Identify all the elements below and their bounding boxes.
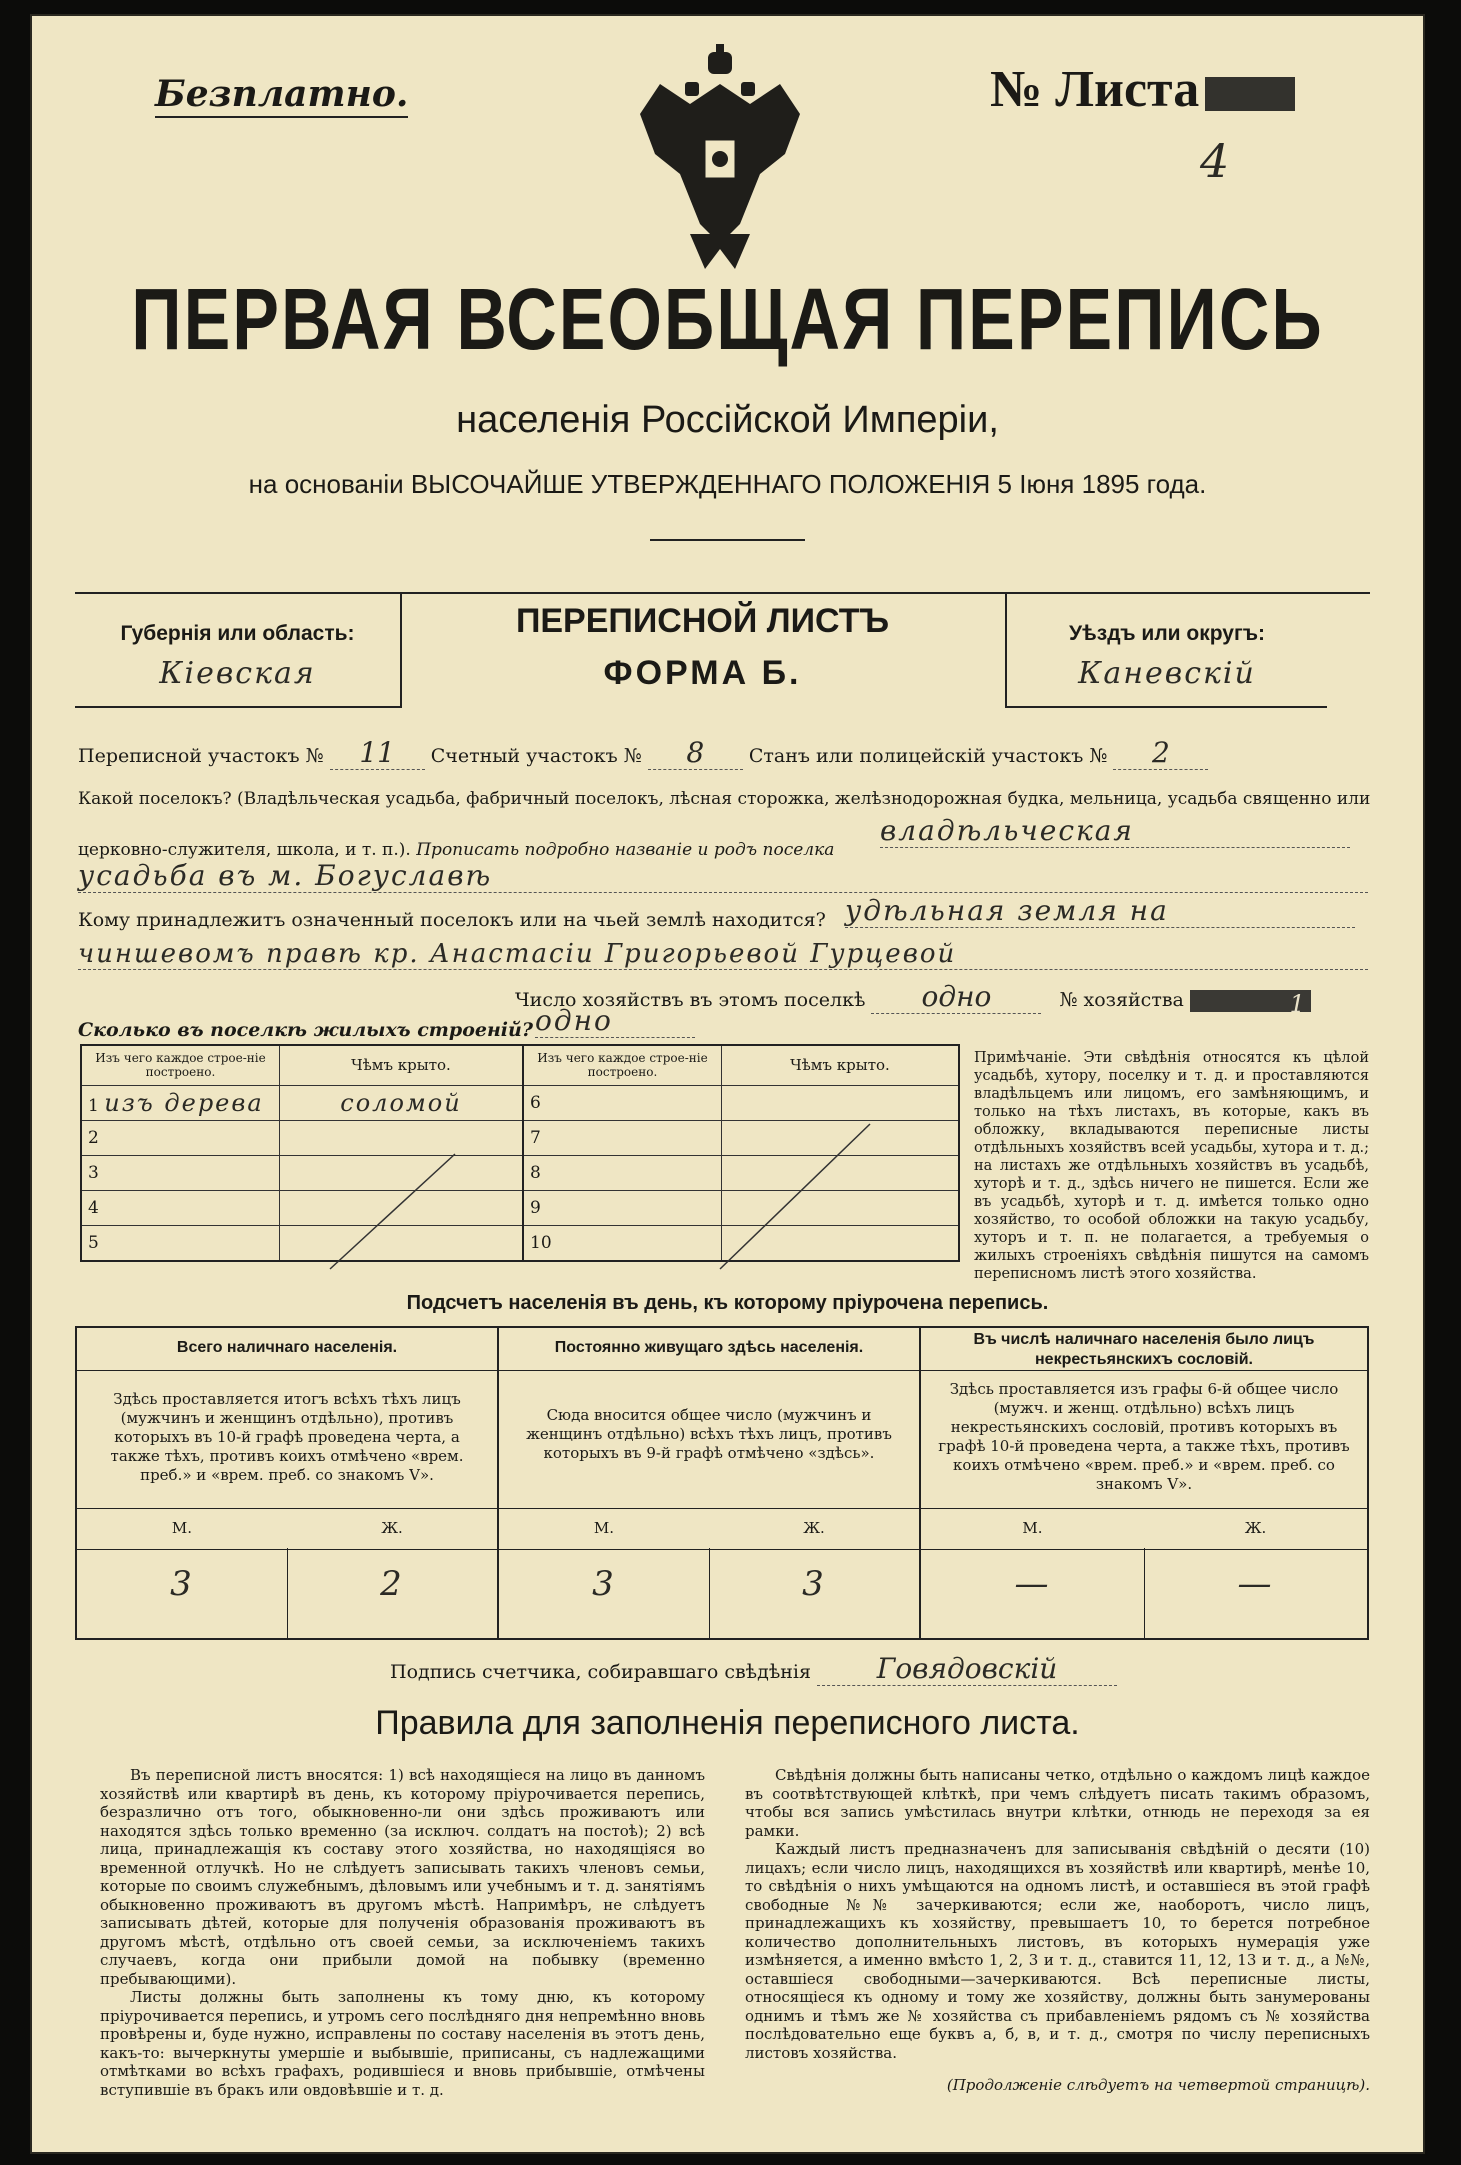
- poselok-question-2: [78, 840, 834, 860]
- uezd-box: [1005, 594, 1327, 708]
- owner-answer-2: чиншевомъ правѣ кр. Анастасіи Григорьевой Гурцевой: [78, 939, 1368, 970]
- rules-title: Правила для заполненія переписного листа.: [375, 1704, 1080, 1742]
- owner-answer-1: удѣльная земля на: [845, 894, 1355, 928]
- guberniya-box: [75, 594, 402, 708]
- rules-right-p1: Свѣдѣнія должны быть написаны четко, отдѣльно о каждомъ лицѣ каждое въ соотвѣтствующей клѣткѣ, при чемъ слѣдуетъ писать такимъ образомъ, чтобы вся запись умѣстилась внутри клѣтки, отнюдь не переходя за ея рамки.: [745, 1766, 1370, 1840]
- continuation-note: (Продолженіе слѣдуетъ на четвертой страницѣ).: [946, 2076, 1370, 2094]
- nonpeasant-desc: Здѣсь проставляется изъ графы 6-й общее число (мужч. и женщ. отдѣльно) всѣхъ лицъ некрестьянскихъ сословій, противъ которыхъ въ графѣ 10-й проведена черта, а также тѣхъ, противъ коихъ отмѣчено «врем. преб.» и «врем. преб. со знакомъ V».: [938, 1380, 1350, 1493]
- signature-value: Говядовскій: [817, 1652, 1117, 1686]
- sheet-handwritten-number: 4: [1200, 134, 1232, 188]
- table-row: 4 9: [81, 1190, 959, 1225]
- schet-label: Счетный участокъ №: [430, 745, 642, 767]
- strike-lines: [80, 1044, 960, 1284]
- household-label: № хозяйства: [1059, 989, 1184, 1011]
- divider: [650, 539, 805, 541]
- stan-label: Станъ или полицейскій участокъ №: [748, 745, 1108, 767]
- population-col-permanent: Постоянно живущаго здѣсь населенія. Сюда вносится общее число (мужчинъ и женщинъ отдѣльно) всѣхъ тѣхъ лицъ, противъ которыхъ въ 9-й графѣ отмѣчено «здѣсь». М. Ж. 3 3: [499, 1328, 921, 1638]
- household-value: 1: [1190, 990, 1311, 1012]
- table-row: 3 8: [81, 1155, 959, 1190]
- form-type: ФОРМА Б.: [603, 654, 802, 692]
- page-title: ПЕРВАЯ ВСЕОБЩАЯ ПЕРЕПИСЬ: [131, 270, 1324, 368]
- row1-roof: соломой: [280, 1085, 524, 1120]
- population-col-nonpeasant: Въ числѣ наличнаго населенія было лицъ некрестьянскихъ сословій. Здѣсь проставляется изъ графы 6-й общее число (мужч. и женщ. отдѣльно) всѣхъ лицъ некрестьянскихъ сословій, противъ которыхъ въ графѣ 10-й проведена черта, а также тѣхъ, противъ коихъ отмѣчено «врем. преб.» и «врем. преб. со знакомъ V». М. Ж. — —: [921, 1328, 1367, 1638]
- rules-right-p2: Каждый листъ предназначенъ для записыванія свѣдѣній о десяти (10) лицахъ; если число лицъ, находящихся въ хозяйствѣ или квартирѣ, менѣе 10, то свѣдѣнія о нихъ умѣщаются на одномъ листѣ, и оставшіеся въ этой графѣ свободные №№ зачеркиваются; если же, наоборотъ, число лицъ, принадлежащихъ къ хозяйству, превышаетъ 10, то берется потребное количество дополнительныхъ листовъ, въ которыхъ нумерація уже измѣняется, а именно вмѣсто 1, 2, 3 и т. д., ставится 11, 12, 13 и т. д., а №№, оставшіеся свободными—зачеркиваются. Всѣ переписные листы, относящіеся къ одному и тому же хозяйству, должны быть занумерованы однимъ и тѣмъ же № хозяйства съ прибавленіемъ рядомъ съ № хозяйства послѣдовательно еще буквъ а, б, в, и т. д., смотря по числу переписныхъ листовъ хозяйства.: [745, 1840, 1370, 2062]
- count-label: Число хозяйствъ въ этомъ поселкѣ: [515, 989, 866, 1011]
- total-f-value: 2: [380, 1564, 404, 1604]
- poselok-question-1: Какой поселокъ? (Владѣльческая усадьба, фабричный поселокъ, лѣсная сторожка, желѣзнодорожная будка, мельница, усадьба священно или: [78, 789, 1371, 809]
- owner-question: Кому принадлежитъ означенный поселокъ или на чьей землѣ находится?: [78, 909, 826, 931]
- population-col-total: Всего наличнаго населенія. Здѣсь проставляется итогъ всѣхъ тѣхъ лицъ (мужчинъ и женщинъ отдѣльно), противъ которыхъ въ 10-й графѣ проведена черта, а также тѣхъ, противъ коихъ отмѣчено «врем. преб.» и «врем. преб. со знакомъ V». М. Ж. 3 2: [77, 1328, 499, 1638]
- sheet-number-box: [1205, 77, 1295, 111]
- buildings-answer: одно: [535, 1004, 695, 1038]
- rules-left-p1: Въ переписной листъ вносятся: 1) всѣ находящіеся на лицо въ данномъ хозяйствѣ или квартирѣ въ день, къ которому пріурочивается перепись, безразлично отъ того, обыкновенно-ли они здѣсь проживаютъ или находятся здѣсь только временно (за исключ. солдатъ на постоѣ); 2) всѣ лица, принадлежащія къ составу этого хозяйства, но находящіяся во временной отлучкѣ. Но не слѣдуетъ записывать такихъ членовъ семьи, которые по своимъ служебнымъ, дѣловымъ или учебнымъ и т. д. занятіямъ обыкновенно проживаютъ въ другомъ мѣстѣ. Напримѣръ, не слѣдуетъ записывать дѣтей, которые для полученія образованія проживаютъ въ другомъ мѣстѣ, отдѣльно отъ своей семьи, за исключеніемъ такихъ случаевъ, когда они прибыли домой на побывку (временно пребывающими).: [100, 1766, 705, 1988]
- poselok-question-2-italic: Прописать подробно названіе и родъ поселка: [416, 840, 835, 860]
- form-name: ПЕРЕПИСНОЙ ЛИСТЪ: [515, 602, 890, 640]
- guberniya-value: Кіевская: [159, 656, 316, 691]
- col-material-right: Изъ чего каждое строе-ніе построено.: [523, 1045, 722, 1085]
- total-desc: Здѣсь проставляется итогъ всѣхъ тѣхъ лицъ (мужчинъ и женщинъ отдѣльно), противъ которыхъ въ 10-й графѣ проведена черта, а также тѣхъ, противъ коихъ отмѣчено «врем. преб.» и «врем. преб. со знакомъ V».: [110, 1390, 464, 1484]
- buildings-question: Сколько въ поселкѣ жилыхъ строеній?: [78, 1019, 533, 1041]
- free-label: Безплатно.: [155, 72, 408, 118]
- total-m-value: 3: [170, 1564, 194, 1604]
- guberniya-label: Губернія или область:: [120, 622, 355, 645]
- poselok-question-2-text: церковно-служителя, школа, и т. п.).: [78, 840, 411, 860]
- basis-line: на основаніи ВЫСОЧАЙШЕ УТВЕРЖДЕННАГО ПОЛОЖЕНІЯ 5 Іюня 1895 года.: [248, 469, 1207, 499]
- district-line: [78, 736, 1208, 770]
- permanent-m-value: 3: [592, 1564, 616, 1604]
- table-row: 2 7: [81, 1120, 959, 1155]
- population-table: [75, 1326, 1369, 1640]
- permanent-desc: Сюда вносится общее число (мужчинъ и женщинъ отдѣльно) всѣхъ тѣхъ лицъ, противъ которыхъ въ 9-й графѣ отмѣчено «здѣсь».: [526, 1406, 892, 1462]
- total-head: Всего наличнаго населенія.: [176, 1339, 398, 1356]
- population-title: Подсчетъ населенія въ день, къ которому пріурочена перепись.: [406, 1292, 1049, 1314]
- census-form-page: [30, 14, 1425, 2154]
- poselok-answer-2: усадьба въ м. Богуславѣ: [78, 859, 1368, 893]
- rules-left-p2: Листы должны быть заполнены къ тому дню, къ которому пріурочивается перепись, и утромъ сего послѣдняго дня непремѣнно вновь провѣрены и, буде нужно, исправлены по составу населенія въ этотъ день, какъ-то: вычеркнуты умершіе и выбывшіе, приписаны, съ надлежащими отмѣтками во всѣхъ графахъ, родившіеся и вновь прибывшіе, отмѣчены вступившіе въ бракъ или овдовѣвшіе и т. д.: [100, 1988, 705, 2099]
- count-value: одно: [871, 980, 1041, 1014]
- nonpeasant-head: Въ числѣ наличнаго населенія было лицъ некрестьянскихъ сословій.: [973, 1331, 1315, 1368]
- permanent-f-value: 3: [802, 1564, 826, 1604]
- sheet-number: [990, 60, 1295, 119]
- col-material-left: Изъ чего каждое строе-ніе построено.: [81, 1045, 280, 1085]
- col-roof-left: Чѣмъ крыто.: [280, 1045, 524, 1085]
- rules-left-column: [100, 1766, 705, 2099]
- schet-value: 8: [648, 736, 743, 770]
- nonpeasant-f-value: —: [1237, 1564, 1274, 1604]
- double-headed-eagle-emblem: [630, 44, 810, 274]
- signature-label: Подпись счетчика, собиравшаго свѣдѣнія: [390, 1661, 811, 1683]
- table-row: 1 изъ дерева соломой 6: [81, 1085, 959, 1120]
- sheet-label: № Листа: [990, 61, 1200, 118]
- permanent-head: Постоянно живущаго здѣсь населенія.: [554, 1339, 864, 1356]
- rules-right-column: [745, 1766, 1370, 2094]
- perepis-value: 11: [330, 736, 425, 770]
- table-row: 5 10: [81, 1225, 959, 1261]
- row1-material: изъ дерева: [104, 1088, 264, 1117]
- col-roof-right: Чѣмъ крыто.: [722, 1045, 960, 1085]
- poselok-answer-1: владѣльческая: [880, 814, 1350, 848]
- note-text: Примѣчаніе. Эти свѣдѣнія относятся къ цѣлой усадьбѣ, хутору, поселку и т. д. и проставляются владѣльцемъ или лицомъ, его замѣняющимъ, и только на тѣхъ листахъ, въ которые, какъ въ обложку, вкладываются переписные листы отдѣльныхъ хозяйствъ всей усадьбы, хутора и т. д.; на листахъ же отдѣльныхъ хозяйствъ въ усадьбѣ, хуторѣ и т. д., здѣсь ничего не пишется. Если же въ усадьбѣ, хуторѣ и т. д. имѣется только одно хозяйство, то особой обложки на такую усадьбу, хуторъ и т. п. не полагается, а требуемыя о жилыхъ строеніяхъ свѣдѣнія пишутся на самомъ переписномъ листѣ этого хозяйства.: [974, 1050, 1369, 1282]
- signature-line: [390, 1652, 1117, 1686]
- uezd-label: Уѣздъ или округъ:: [1068, 622, 1266, 645]
- perepis-label: Переписной участокъ №: [78, 745, 324, 767]
- page-subtitle: населенія Россійской Имперіи,: [456, 399, 999, 441]
- nonpeasant-m-value: —: [1014, 1564, 1051, 1604]
- uezd-value: Каневскій: [1078, 656, 1256, 691]
- stan-value: 2: [1113, 736, 1208, 770]
